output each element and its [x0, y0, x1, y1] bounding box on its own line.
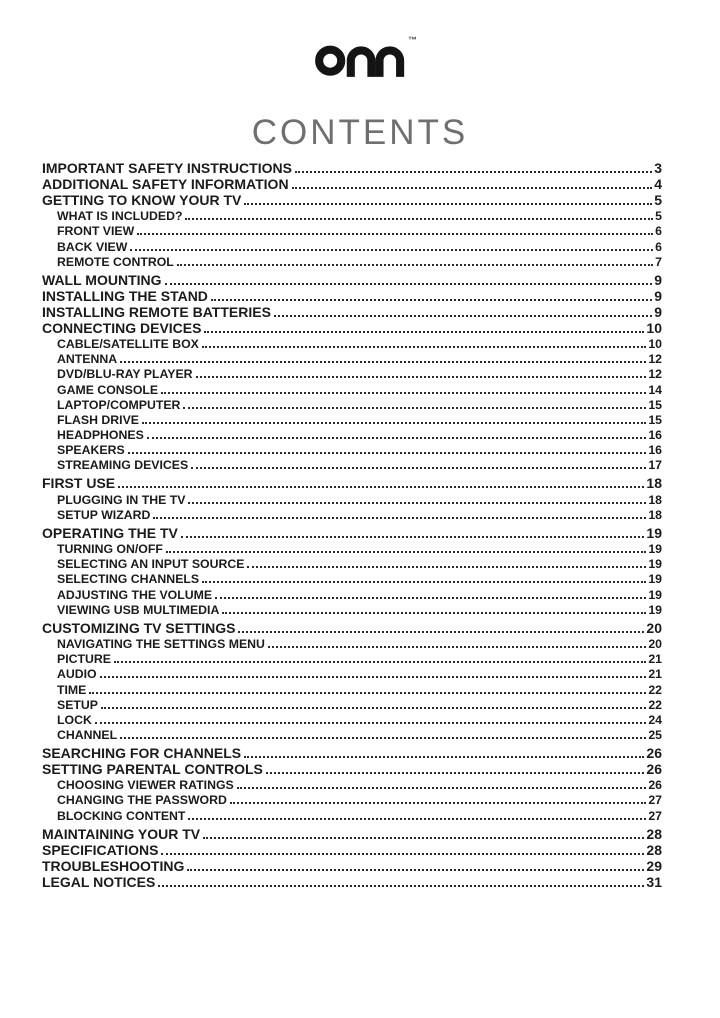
toc-entry-label: IMPORTANT SAFETY INSTRUCTIONS	[42, 160, 292, 176]
dot-leader	[118, 486, 644, 488]
toc-entry	[42, 761, 662, 777]
toc-entry	[42, 381, 662, 396]
toc-entry	[42, 842, 662, 858]
toc-entry-page: 3	[654, 160, 662, 176]
dot-leader	[147, 437, 647, 439]
toc-entry	[42, 192, 662, 208]
dot-leader	[120, 737, 646, 739]
dot-leader	[247, 566, 646, 568]
dot-leader	[158, 885, 644, 887]
dot-leader	[187, 869, 644, 871]
toc-entry-label: NAVIGATING THE SETTINGS MENU	[57, 636, 265, 651]
dot-leader	[295, 171, 652, 173]
toc-entry-label: FLASH DRIVE	[57, 412, 139, 427]
toc-entry-page: 9	[654, 287, 662, 304]
dot-leader	[238, 631, 644, 633]
toc-entry-label: SEARCHING FOR CHANNELS	[42, 745, 242, 762]
toc-entry	[42, 223, 662, 238]
toc-entry	[42, 556, 662, 571]
logo-area	[0, 35, 720, 82]
onn-logo-icon	[314, 40, 406, 77]
toc-entry-page: 26	[648, 778, 662, 793]
toc-entry-page: 6	[655, 224, 662, 239]
toc-entry-label: FRONT VIEW	[57, 224, 135, 239]
toc-entry-page: 19	[648, 572, 662, 587]
toc-entry-label: SPEAKERS	[57, 443, 125, 458]
toc-entry-label: STREAMING DEVICES	[57, 458, 189, 473]
toc-entry	[42, 491, 662, 506]
toc-entry-label: HEADPHONES	[57, 428, 144, 443]
toc-entry-label: GAME CONSOLE	[57, 382, 159, 397]
toc-entry-page: 5	[654, 192, 662, 208]
toc-entry-page: 15	[648, 412, 662, 427]
toc-entry-page: 19	[648, 542, 662, 556]
toc-entry-page: 12	[648, 367, 662, 382]
toc-entry-page: 20	[648, 636, 662, 651]
toc-entry-label: OPERATING THE TV	[42, 524, 178, 541]
toc-entry-label: TURNING ON/OFF	[57, 542, 163, 556]
toc-entry-page: 16	[648, 428, 662, 443]
toc-entry-page: 31	[646, 873, 662, 890]
toc-entry-label: INSTALLING THE STAND	[42, 287, 208, 304]
toc-entry	[42, 254, 662, 269]
toc-entry-page: 19	[648, 587, 662, 602]
table-of-contents	[42, 160, 662, 890]
toc-entry	[42, 397, 662, 412]
toc-entry-label: CONNECTING DEVICES	[42, 319, 202, 336]
toc-entry	[42, 571, 662, 586]
toc-entry	[42, 457, 662, 472]
dot-leader	[153, 517, 646, 519]
dot-leader	[202, 581, 646, 583]
dot-leader	[89, 692, 646, 694]
toc-entry-page: 7	[655, 254, 662, 269]
toc-entry-page: 18	[648, 507, 662, 522]
toc-entry-label: INSTALLING REMOTE BATTERIES	[42, 303, 271, 320]
toc-entry-label: SETUP WIZARD	[57, 507, 151, 522]
toc-entry-label: AUDIO	[57, 667, 97, 682]
dot-leader	[211, 299, 652, 301]
toc-entry	[42, 620, 662, 636]
toc-entry	[42, 681, 662, 696]
toc-entry-label: WALL MOUNTING	[42, 271, 162, 288]
page-title: CONTENTS	[251, 113, 469, 152]
dot-leader	[191, 467, 646, 469]
dot-leader	[292, 187, 653, 189]
toc-entry-page: 5	[655, 209, 662, 224]
toc-entry-page: 27	[648, 808, 662, 823]
toc-entry-label: SETTING PARENTAL CONTROLS	[42, 761, 263, 778]
toc-entry-page: 22	[648, 697, 662, 712]
toc-entry	[42, 712, 662, 727]
toc-entry-label: BLOCKING CONTENT	[57, 808, 186, 823]
toc-entry-label: SETUP	[57, 697, 98, 712]
toc-entry-label: GETTING TO KNOW YOUR TV	[42, 192, 242, 208]
dot-leader	[95, 722, 646, 724]
toc-entry	[42, 858, 662, 874]
toc-entry	[42, 826, 662, 842]
toc-entry	[42, 666, 662, 681]
toc-entry-page: 24	[648, 712, 662, 727]
dot-leader	[181, 536, 645, 538]
toc-entry-page: 9	[654, 271, 662, 288]
dot-leader	[188, 502, 646, 504]
dot-leader	[128, 452, 647, 454]
toc-entry	[42, 351, 662, 366]
dot-leader	[230, 802, 646, 804]
toc-entry-label: LEGAL NOTICES	[42, 873, 156, 890]
toc-entry-page: 20	[646, 619, 662, 636]
toc-entry	[42, 807, 662, 822]
toc-entry-page: 12	[648, 352, 662, 367]
toc-entry-page: 18	[648, 492, 662, 507]
toc-entry	[42, 366, 662, 381]
toc-entry-page: 19	[648, 557, 662, 572]
toc-entry-label: BACK VIEW	[57, 239, 128, 254]
toc-entry-page: 15	[648, 397, 662, 412]
dot-leader	[100, 676, 647, 678]
toc-entry	[42, 208, 662, 223]
toc-entry	[42, 304, 662, 320]
dot-leader	[202, 346, 646, 348]
toc-entry-label: SELECTING AN INPUT SOURCE	[57, 557, 245, 572]
toc-entry	[42, 586, 662, 601]
toc-entry-label: ADJUSTING THE VOLUME	[57, 587, 213, 602]
toc-entry	[42, 507, 662, 522]
dot-leader	[222, 612, 646, 614]
toc-entry	[42, 651, 662, 666]
dot-leader	[266, 772, 645, 774]
toc-entry	[42, 238, 662, 253]
toc-entry-label: LOCK	[57, 712, 92, 727]
dot-leader	[165, 283, 653, 285]
dot-leader	[142, 422, 646, 424]
toc-entry	[42, 602, 662, 617]
toc-entry	[42, 336, 662, 351]
dot-leader	[274, 315, 652, 317]
toc-entry	[42, 636, 662, 651]
toc-entry-label: PLUGGING IN THE TV	[57, 492, 186, 507]
toc-entry-page: 22	[648, 682, 662, 697]
toc-entry-page: 27	[648, 793, 662, 808]
toc-entry-page: 10	[646, 319, 662, 336]
dot-leader	[161, 853, 644, 855]
dot-leader	[161, 392, 646, 394]
toc-entry	[42, 541, 662, 556]
dot-leader	[183, 407, 646, 409]
dot-leader	[188, 818, 646, 820]
toc-entry-page: 14	[648, 382, 662, 397]
onn-logo	[314, 35, 417, 77]
toc-entry-label: SPECIFICATIONS	[42, 841, 159, 858]
dot-leader	[196, 376, 647, 378]
toc-entry-page: 28	[646, 825, 662, 842]
toc-entry-label: PICTURE	[57, 652, 111, 667]
dot-leader	[177, 264, 653, 266]
dot-leader	[166, 551, 646, 553]
toc-entry	[42, 874, 662, 890]
toc-entry-label: FIRST USE	[42, 475, 116, 492]
toc-entry-page: 19	[646, 524, 662, 541]
toc-entry	[42, 727, 662, 742]
dot-leader	[268, 646, 646, 648]
toc-entry-page: 25	[648, 728, 662, 743]
toc-entry	[42, 320, 662, 336]
toc-entry-label: WHAT IS INCLUDED?	[57, 209, 183, 224]
toc-entry	[42, 745, 662, 761]
dot-leader	[185, 218, 653, 220]
dot-leader	[130, 249, 653, 251]
dot-leader	[137, 233, 653, 235]
toc-entry-label: DVD/BLU-RAY PLAYER	[57, 367, 193, 382]
toc-entry-page: 21	[648, 652, 662, 667]
toc-entry-label: ADDITIONAL SAFETY INFORMATION	[42, 176, 289, 192]
toc-entry	[42, 777, 662, 792]
toc-entry-label: CHANGING THE PASSWORD	[57, 793, 227, 808]
toc-entry	[42, 412, 662, 427]
toc-entry	[42, 288, 662, 304]
dot-leader	[244, 756, 644, 758]
toc-entry-page: 26	[646, 761, 662, 778]
dot-leader	[114, 661, 646, 663]
toc-entry-page: 18	[646, 475, 662, 492]
toc-entry-page: 6	[655, 239, 662, 254]
dot-leader	[215, 597, 646, 599]
toc-entry-label: TROUBLESHOOTING	[42, 857, 185, 874]
dot-leader	[203, 837, 644, 839]
toc-entry	[42, 525, 662, 541]
toc-entry	[42, 272, 662, 288]
dot-leader	[244, 203, 652, 205]
toc-entry-page: 4	[654, 176, 662, 192]
dot-leader	[101, 707, 646, 709]
toc-entry-label: MAINTAINING YOUR TV	[42, 825, 201, 842]
toc-entry-label: REMOTE CONTROL	[57, 254, 174, 269]
dot-leader	[204, 331, 644, 333]
toc-entry-page: 26	[646, 745, 662, 762]
trademark-symbol: ™	[408, 35, 417, 45]
toc-entry	[42, 427, 662, 442]
toc-entry-label: CABLE/SATELLITE BOX	[57, 336, 199, 351]
toc-entry	[42, 697, 662, 712]
toc-entry-page: 9	[654, 303, 662, 320]
toc-entry-page: 17	[648, 458, 662, 473]
toc-entry-label: SELECTING CHANNELS	[57, 572, 200, 587]
toc-entry-page: 21	[648, 667, 662, 682]
toc-entry-label: CHANNEL	[57, 728, 118, 743]
toc-entry	[42, 160, 662, 176]
toc-entry-label: ANTENNA	[57, 352, 118, 367]
toc-entry-label: VIEWING USB MULTIMEDIA	[57, 602, 220, 617]
toc-entry	[42, 176, 662, 192]
toc-entry-page: 19	[648, 602, 662, 617]
toc-entry-label: CUSTOMIZING TV SETTINGS	[42, 619, 236, 636]
dot-leader	[237, 787, 647, 789]
toc-entry-label: TIME	[57, 682, 87, 697]
toc-entry-label: LAPTOP/COMPUTER	[57, 397, 181, 412]
toc-entry	[42, 792, 662, 807]
toc-entry-page: 16	[648, 443, 662, 458]
toc-entry-page: 10	[648, 336, 662, 351]
toc-entry-label: CHOOSING VIEWER RATINGS	[57, 778, 234, 793]
toc-entry-page: 29	[646, 857, 662, 874]
toc-entry	[42, 475, 662, 491]
dot-leader	[120, 361, 646, 363]
toc-entry	[42, 442, 662, 457]
toc-entry-page: 28	[646, 841, 662, 858]
